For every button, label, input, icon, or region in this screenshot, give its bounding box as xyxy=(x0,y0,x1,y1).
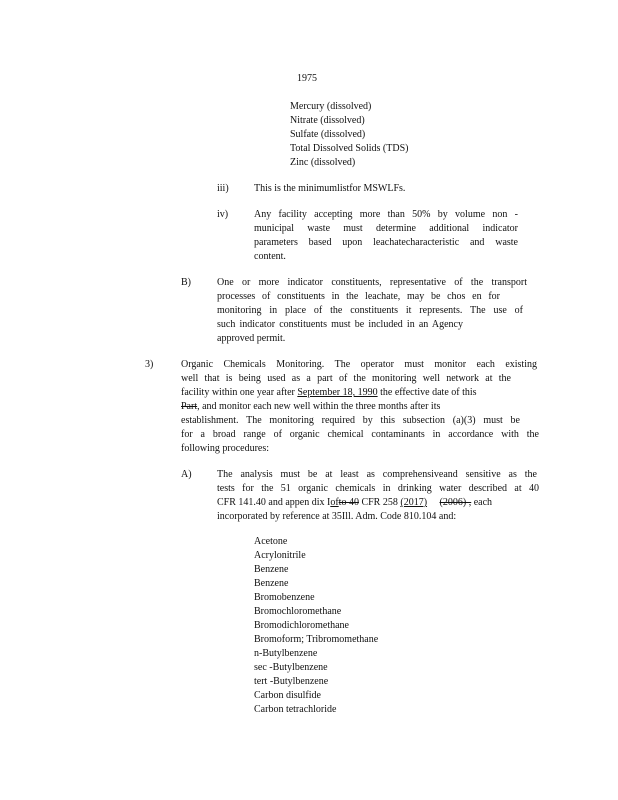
paragraph-line: following procedures: xyxy=(181,443,270,454)
line-text: facility within one year after xyxy=(181,387,295,398)
paragraph-line: The analysis must be at least as comprehensiveand sensitive as the xyxy=(217,469,537,480)
deleted-text: Part xyxy=(181,401,198,412)
item-a-marker: A) xyxy=(181,469,192,480)
deleted-year: (2006) , xyxy=(439,497,472,508)
deleted-text: to 40 xyxy=(338,497,359,508)
item-b-marker: B) xyxy=(181,277,191,288)
list-item: Nitrate (dissolved) xyxy=(290,115,365,126)
list-item: Benzene xyxy=(254,578,289,589)
list-item: tert -Butylbenzene xyxy=(254,676,329,687)
line-text: the effective date of this xyxy=(380,387,477,398)
list-item: Bromoform; Tribromomethane xyxy=(254,634,379,645)
header-year: 1975 xyxy=(297,73,317,84)
list-item: Acrylonitrile xyxy=(254,550,306,561)
section-3-marker: 3) xyxy=(145,359,154,370)
list-item: sec -Butylbenzene xyxy=(254,662,328,673)
paragraph-line: tests for the 51 organic chemicals in drinking water described at 40 xyxy=(217,483,539,494)
list-item: Bromodichloromethane xyxy=(254,620,349,631)
paragraph-line: well that is being used as a part of the monitoring well network at the xyxy=(181,373,511,384)
paragraph-line: Any facility accepting more than 50% by volume non - xyxy=(254,209,518,220)
paragraph-line: content. xyxy=(254,251,286,262)
paragraph-line: processes of constituents in the leachate, may be chos en for xyxy=(217,291,500,302)
paragraph-line: approved permit. xyxy=(217,333,286,344)
paragraph-line: incorporated by reference at 35Ill. Adm. Code 810.104 and: xyxy=(217,511,457,522)
paragraph-line: One or more indicator constituents, representative of the transport xyxy=(217,277,527,288)
line-text: CFR 258 xyxy=(358,497,401,508)
item-iii-text: This is the minimumlistfor MSWLFs. xyxy=(254,183,406,194)
paragraph-line: Organic Chemicals Monitoring. The operator must monitor each existing xyxy=(181,359,537,370)
paragraph-line: such indicator constituents must be included in an Agency xyxy=(217,319,463,330)
paragraph-line xyxy=(181,387,531,399)
list-item: Mercury (dissolved) xyxy=(290,101,372,112)
list-item: Carbon tetrachloride xyxy=(254,704,337,715)
list-item: Sulfate (dissolved) xyxy=(290,129,366,140)
paragraph-line: municipal waste must determine additional indicator xyxy=(254,223,518,234)
paragraph-line: monitoring in place of the constituents it represents. The use of xyxy=(217,305,523,316)
line-text: , and monitor each new well within the three months after its xyxy=(197,401,441,412)
list-item: Carbon disulfide xyxy=(254,690,321,701)
inserted-date: September 18, 1990 xyxy=(297,387,378,398)
item-iv-marker: iv) xyxy=(217,209,229,220)
line-text: each xyxy=(471,497,493,508)
item-iii-marker: iii) xyxy=(217,183,229,194)
line-text: CFR 141.40 and appen dix I xyxy=(217,497,331,508)
list-item: Acetone xyxy=(254,536,288,547)
paragraph-line: for a broad range of organic chemical contaminants in accordance with the xyxy=(181,429,539,440)
list-item: Bromobenzene xyxy=(254,592,315,603)
list-item: Zinc (dissolved) xyxy=(290,157,356,168)
paragraph-line xyxy=(217,497,492,509)
paragraph-line: establishment. The monitoring required by this subsection (a)(3) must be xyxy=(181,415,520,426)
inserted-text: of xyxy=(330,497,339,508)
paragraph-line: parameters based upon leachatecharacteristic and waste xyxy=(254,237,518,248)
inserted-year: (2017) xyxy=(400,497,428,508)
list-item: Bromochloromethane xyxy=(254,606,342,617)
list-item: Total Dissolved Solids (TDS) xyxy=(290,143,409,154)
list-item: n-Butylbenzene xyxy=(254,648,318,659)
list-item: Benzene xyxy=(254,564,289,575)
paragraph-line xyxy=(181,401,440,413)
